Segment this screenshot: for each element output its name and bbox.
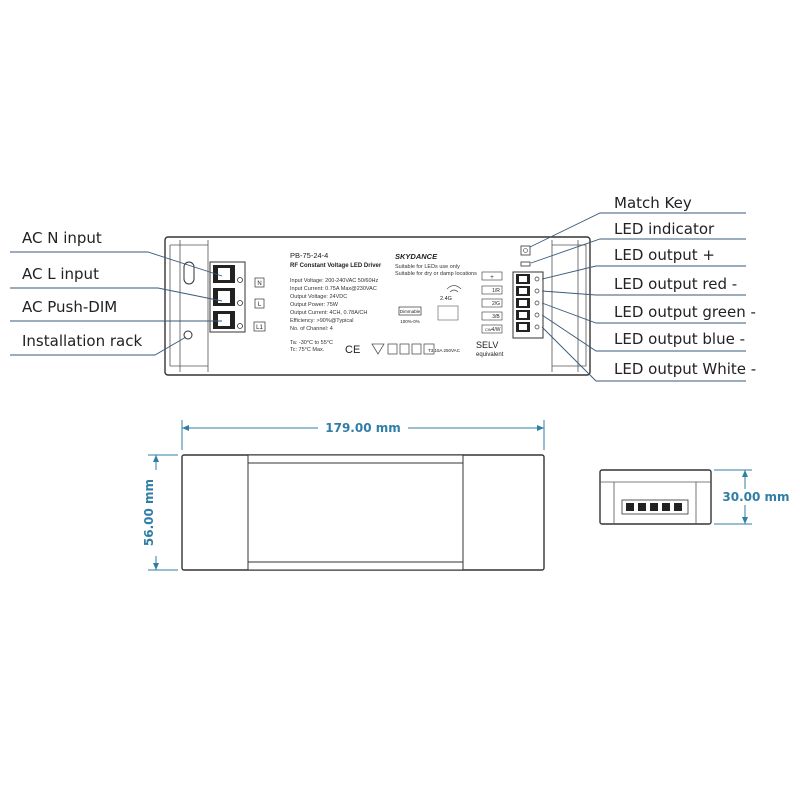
dim-range-text: 100%-0% xyxy=(400,319,420,324)
callout-led-output-blue: LED output blue - xyxy=(614,330,746,348)
ac-terminal-block xyxy=(210,262,245,332)
callout-installation-rack: Installation rack xyxy=(22,332,143,350)
height-arrow-top xyxy=(742,470,748,477)
led-indicator xyxy=(521,262,530,266)
height-dimension: 30.00 mm xyxy=(722,490,790,504)
spec-output-power: Output Power: 75W xyxy=(290,302,338,308)
driver-top-view xyxy=(165,237,590,375)
ch3-label: 3/B xyxy=(492,314,500,320)
spec-efficiency: Efficiency: >90%@Typical xyxy=(290,318,354,324)
callout-ac-l-input: AC L input xyxy=(22,265,99,283)
model-number: PB-75-24-4 xyxy=(290,251,329,260)
fuse-rating: T3.15A 250VAC xyxy=(428,348,460,353)
output-terminal-block xyxy=(513,272,543,338)
suitable-line-2: Suitable for dry or damp locations xyxy=(395,271,477,277)
term-l-label: L xyxy=(257,302,262,308)
spec-input-voltage: Input Voltage: 200-240VAC 50/60Hz xyxy=(290,278,379,284)
match-key-icon xyxy=(524,249,528,253)
bottom-bottom-tab xyxy=(248,562,463,570)
callout-led-output-white: LED output White - xyxy=(614,360,757,378)
ch1-label: 1/R xyxy=(492,288,500,294)
spec-channels: No. of Channel: 4 xyxy=(290,326,333,332)
driver-bottom-view xyxy=(140,420,544,570)
ch2-label: 2/G xyxy=(491,301,501,307)
bottom-body xyxy=(182,455,544,570)
callout-ac-push-dim: AC Push-DIM xyxy=(22,298,118,316)
brand-name: SKYDANCE xyxy=(395,252,438,261)
length-arrow-right xyxy=(537,425,544,431)
rf-label: 2.4G xyxy=(440,296,452,302)
length-arrow-left xyxy=(182,425,189,431)
callout-match-key: Match Key xyxy=(614,194,692,212)
side-port-5 xyxy=(674,503,682,511)
term-l1-label: L1 xyxy=(256,325,263,331)
width-dimension: 56.00 mm xyxy=(142,478,156,547)
callout-led-indicator: LED indicator xyxy=(614,220,715,238)
height-arrow-bottom xyxy=(742,517,748,524)
side-port-3 xyxy=(650,503,658,511)
spec-input-current: Input Current: 0.75A Max@230VAC xyxy=(290,286,377,292)
callout-led-output-green: LED output green - xyxy=(614,303,756,321)
suitable-line-1: Suitable for LEDs use only xyxy=(395,264,460,270)
selv-text: SELV xyxy=(476,340,499,350)
side-body xyxy=(600,470,711,524)
spec-output-voltage: Output Voltage: 24VDC xyxy=(290,294,348,300)
spec-output-current: Output Current: 4CH, 0.78A/CH xyxy=(290,310,368,316)
dimmable-text: Dimmable xyxy=(399,309,421,314)
selv-equivalent: equivalent xyxy=(476,352,504,358)
ch4-label: 4/W xyxy=(491,327,501,333)
ce-mark: CE xyxy=(345,344,361,356)
side-port-2 xyxy=(638,503,646,511)
length-dimension: 179.00 mm xyxy=(325,421,401,435)
tc-rating: Tc: 75°C Max. xyxy=(290,347,325,353)
side-port-1 xyxy=(626,503,634,511)
driver-side-view xyxy=(600,470,790,524)
driver-type: RF Constant Voltage LED Driver xyxy=(290,263,382,269)
cw-label: CW xyxy=(485,327,492,332)
ta-rating: Ta: -30°C to 55°C xyxy=(290,340,333,346)
width-arrow-bottom xyxy=(153,563,159,570)
callout-ac-n-input: AC N input xyxy=(22,229,102,247)
term-n-label: N xyxy=(257,281,262,287)
bottom-top-tab xyxy=(248,455,463,463)
width-arrow-top xyxy=(153,455,159,462)
callout-led-output-red: LED output red - xyxy=(614,275,738,293)
callout-led-output-plus: LED output + xyxy=(614,246,715,264)
out-plus-label: + xyxy=(490,275,494,281)
side-port-4 xyxy=(662,503,670,511)
